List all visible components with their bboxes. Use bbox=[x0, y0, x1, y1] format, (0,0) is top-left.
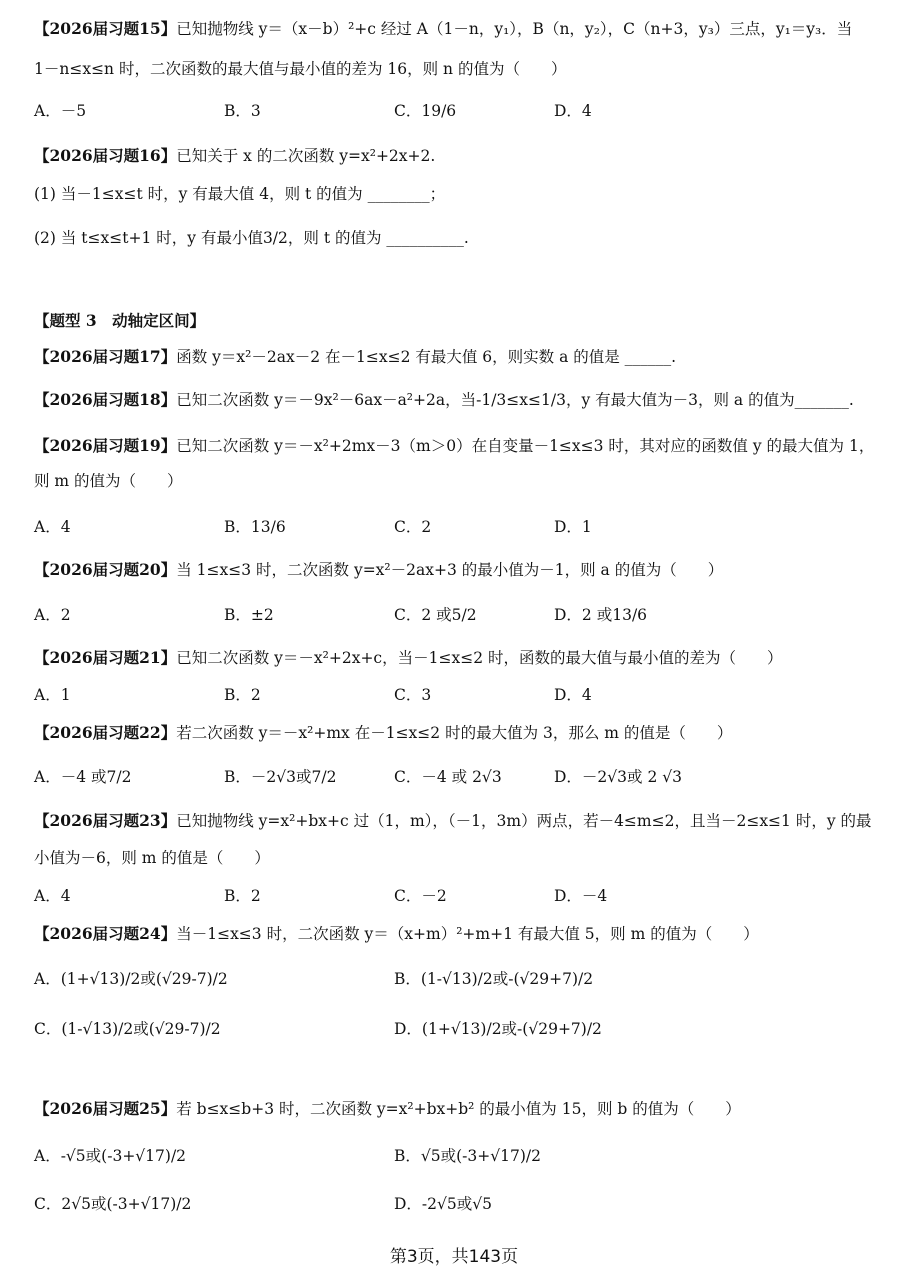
q23-option-d[interactable]: D．－4 bbox=[554, 887, 608, 905]
q17-line1: 【2026届习题17】函数 y＝x²－2ax－2 在－1≤x≤2 有最大值 6，则实数 a 的值是 ______. bbox=[34, 347, 677, 366]
q24-option-b[interactable]: B．(1-√13)/2或-(√29+7)/2 bbox=[394, 970, 594, 988]
q23-tag: 【2026届习题23】 bbox=[34, 811, 177, 830]
q21-option-d[interactable]: D．4 bbox=[554, 686, 592, 704]
q16-sub2: (2) 当 t≤x≤t+1 时，y 有最小值3/2，则 t 的值为 __________. bbox=[34, 229, 469, 247]
section-heading: 【题型 3 动轴定区间】 bbox=[34, 311, 206, 330]
q19-option-b[interactable]: B．13/6 bbox=[224, 518, 286, 536]
q24-option-a[interactable]: A．(1+√13)/2或(√29-7)/2 bbox=[34, 970, 228, 988]
q15-line2: 1－n≤x≤n 时，二次函数的最大值与最小值的差为 16，则 n 的值为（ ） bbox=[34, 60, 567, 78]
q21-tag: 【2026届习题21】 bbox=[34, 648, 177, 667]
q20-option-b[interactable]: B．±2 bbox=[224, 606, 274, 624]
q22-option-d[interactable]: D．－2√3或 2 √3 bbox=[554, 768, 682, 786]
q16-sub1: (1) 当－1≤x≤t 时，y 有最大值 4，则 t 的值为 ________； bbox=[34, 185, 446, 203]
q16-line1: 【2026届习题16】已知关于 x 的二次函数 y=x²+2x+2. bbox=[34, 146, 436, 165]
q20-line1: 【2026届习题20】当 1≤x≤3 时，二次函数 y=x²－2ax+3 的最小值为－1，则 a 的值为（ ） bbox=[34, 560, 724, 579]
q17-tag: 【2026届习题17】 bbox=[34, 347, 177, 366]
q15-line1: 【2026届习题15】已知抛物线 y＝（x－b）²+c 经过 A（1－n，y₁），B（n，y₂），C（n+3，y₃）三点，y₁＝y₃．当 bbox=[34, 19, 853, 38]
q25-option-b[interactable]: B．√5或(-3+√17)/2 bbox=[394, 1147, 541, 1165]
q23-line1: 【2026届习题23】已知抛物线 y=x²+bx+c 过（1，m），（－1，3m）两点，若－4≤m≤2，且当－2≤x≤1 时，y 的最 bbox=[34, 811, 872, 830]
q24-option-c[interactable]: C．(1-√13)/2或(√29-7)/2 bbox=[34, 1020, 221, 1038]
q19-tag: 【2026届习题19】 bbox=[34, 436, 177, 455]
q19-option-a[interactable]: A．4 bbox=[34, 518, 71, 536]
q23-option-b[interactable]: B．2 bbox=[224, 887, 261, 905]
q22-option-b[interactable]: B．－2√3或7/2 bbox=[224, 768, 337, 786]
q21-option-b[interactable]: B．2 bbox=[224, 686, 261, 704]
q22-option-a[interactable]: A．－4 或7/2 bbox=[34, 768, 132, 786]
q19-line1: 【2026届习题19】已知二次函数 y＝－x²+2mx－3（m＞0）在自变量－1≤x≤3 时，其对应的函数值 y 的最大值为 1， bbox=[34, 436, 875, 455]
q22-option-c[interactable]: C．－4 或 2√3 bbox=[394, 768, 502, 786]
q15-option-d[interactable]: D．4 bbox=[554, 102, 592, 120]
q25-option-a[interactable]: A．-√5或(-3+√17)/2 bbox=[34, 1147, 187, 1165]
q20-tag: 【2026届习题20】 bbox=[34, 560, 177, 579]
q15-option-c[interactable]: C．19/6 bbox=[394, 102, 457, 120]
q20-option-c[interactable]: C．2 或5/2 bbox=[394, 606, 477, 624]
q23-line2: 小值为－6，则 m 的值是（ ） bbox=[34, 849, 270, 867]
q25-option-c[interactable]: C．2√5或(-3+√17)/2 bbox=[34, 1195, 192, 1213]
q19-line2: 则 m 的值为（ ） bbox=[34, 472, 183, 490]
q25-tag: 【2026届习题25】 bbox=[34, 1099, 177, 1118]
q20-option-d[interactable]: D．2 或13/6 bbox=[554, 606, 648, 624]
q24-option-d[interactable]: D．(1+√13)/2或-(√29+7)/2 bbox=[394, 1020, 602, 1038]
q25-line1: 【2026届习题25】若 b≤x≤b+3 时，二次函数 y=x²+bx+b² 的最小值为 15，则 b 的值为（ ） bbox=[34, 1099, 741, 1118]
q15-option-a[interactable]: A．－5 bbox=[34, 102, 87, 120]
q23-option-c[interactable]: C．－2 bbox=[394, 887, 447, 905]
q22-tag: 【2026届习题22】 bbox=[34, 723, 177, 742]
q20-option-a[interactable]: A．2 bbox=[34, 606, 71, 624]
q24-line1: 【2026届习题24】当－1≤x≤3 时，二次函数 y＝（x+m）²+m+1 有最大值 5，则 m 的值为（ ） bbox=[34, 924, 759, 943]
q21-option-a[interactable]: A．1 bbox=[34, 686, 71, 704]
q21-option-c[interactable]: C．3 bbox=[394, 686, 432, 704]
q25-option-d[interactable]: D．-2√5或√5 bbox=[394, 1195, 493, 1213]
q15-option-b[interactable]: B．3 bbox=[224, 102, 261, 120]
q19-option-c[interactable]: C．2 bbox=[394, 518, 432, 536]
q22-line1: 【2026届习题22】若二次函数 y＝－x²+mx 在－1≤x≤2 时的最大值为 3，那么 m 的值是（ ） bbox=[34, 723, 733, 742]
q18-line1: 【2026届习题18】已知二次函数 y＝－9x²－6ax－a²+2a，当-1/3≤x≤1/3，y 有最大值为－3，则 a 的值为_______. bbox=[34, 390, 854, 409]
page-number: 第3页，共143页 bbox=[389, 1247, 519, 1267]
q16-tag: 【2026届习题16】 bbox=[34, 146, 177, 165]
q15-tag: 【2026届习题15】 bbox=[34, 19, 177, 38]
q19-option-d[interactable]: D．1 bbox=[554, 518, 592, 536]
q18-tag: 【2026届习题18】 bbox=[34, 390, 177, 409]
q24-tag: 【2026届习题24】 bbox=[34, 924, 177, 943]
q23-option-a[interactable]: A．4 bbox=[34, 887, 71, 905]
q21-line1: 【2026届习题21】已知二次函数 y＝－x²+2x+c，当－1≤x≤2 时，函数的最大值与最小值的差为（ ） bbox=[34, 648, 783, 667]
